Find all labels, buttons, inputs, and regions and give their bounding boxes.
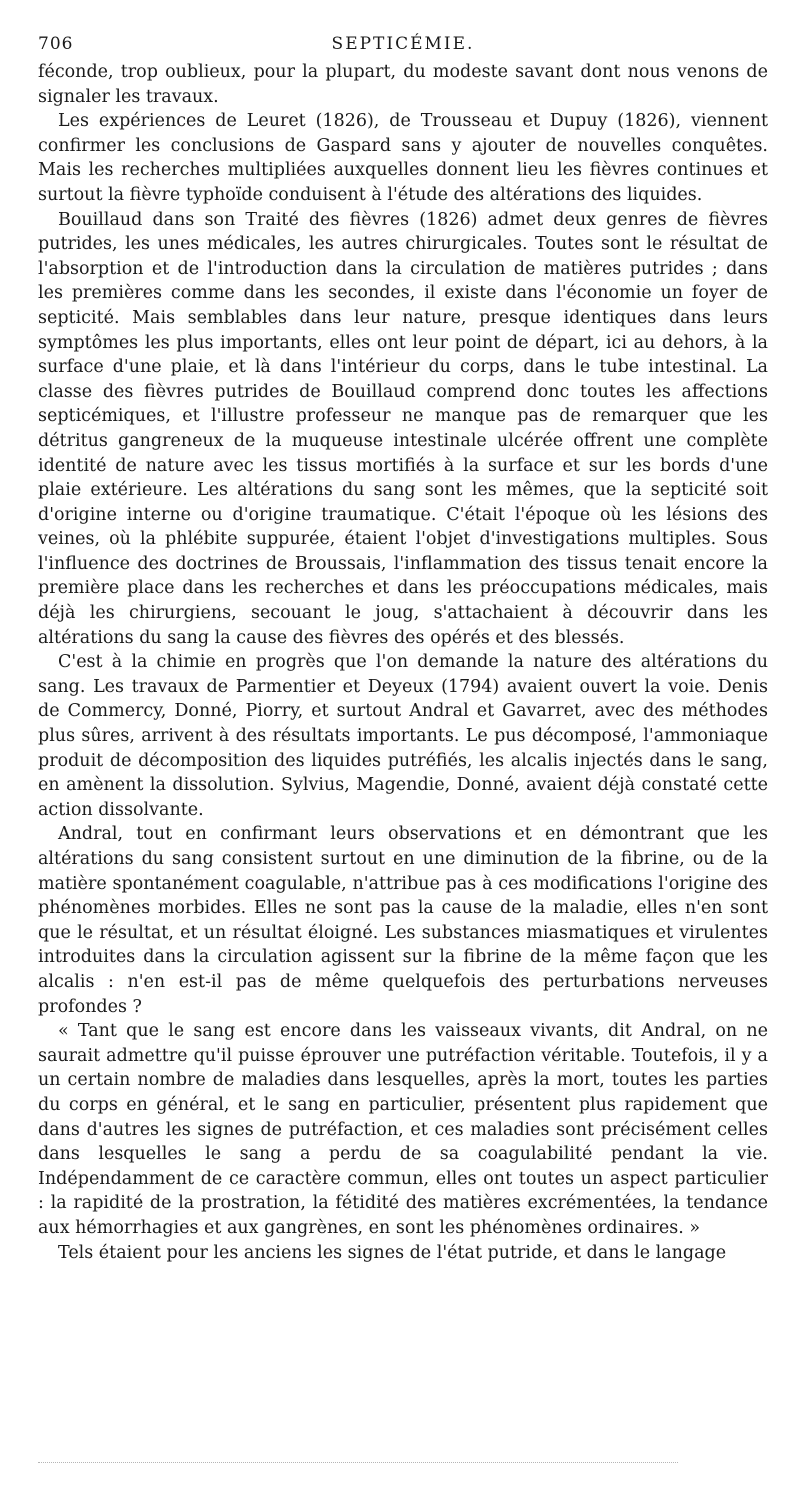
paragraph-continued: féconde, trop oublieux, pour la plupart, du modeste savant dont nous venons de signaler les travaux. [38, 62, 768, 107]
body-text [38, 60, 768, 1265]
running-head [38, 30, 768, 60]
paragraph-leuret-trousseau: Les expériences de Leuret (1826), de Trousseau et Dupuy (1826), viennent confirmer les conclusions de Gaspard sans y ajouter de nouvelles conquêtes. Mais les recherches multipliées auxquelles donnent lieu les fièvres continues et surtout la fièvre typhoïde conduisent à l'étude des altérations des liquides. [38, 111, 768, 205]
paragraph-andral: Andral, tout en confirmant leurs observations et en démontrant que les altérations du sang consistent surtout en une diminution de la fibrine, ou de la matière spontanément coagulable, n'attribue pas à ces modifications l'origine des phénomènes morbides. Elles ne sont pas la cause de la maladie, elles n'en sont que le résultat, et un résultat éloigné. Les substances miasmatiques et virulentes introduites dans la circulation agissent sur la fibrine de la même façon que les alcalis : n'en est-il pas de même quelquefois des perturbations nerveuses profondes ? [38, 824, 768, 1017]
paragraph-chimie: C'est à la chimie en progrès que l'on demande la nature des altérations du sang. Les travaux de Parmentier et Deyeux (1794) avaient ouvert la voie. Denis de Commercy, Donné, Piorry, et surtout Andral et Gavarret, avec des méthodes plus sûres, arrivent à des résultats importants. Le pus décomposé, l'ammoniaque produit de décomposition des liquides putréfiés, les alcalis injectés dans le sang, en amènent la dissolution. Sylvius, Magendie, Donné, avaient déjà constaté cette action dissolvante. [38, 652, 768, 820]
footer-rule [38, 1462, 678, 1463]
paragraph-bouillaud: Bouillaud dans son Traité des fièvres (1826) admet deux genres de fièvres putrides, les unes médicales, les autres chirurgicales. Toutes sont le résultat de l'absorption et de l'introduction dans la circulation de matières putrides ; dans les premières comme dans les secondes, il existe dans l'économie un foyer de septicité. Mais semblables dans leur nature, presque identiques dans leurs symptômes les plus importants, elles ont leur point de départ, ici au dehors, à la surface d'une plaie, et là dans l'intérieur du corps, dans le tube intestinal. La classe des fièvres putrides de Bouillaud comprend donc toutes les affections septicémiques, et l'illustre professeur ne manque pas de remarquer que les détritus gangreneux de la muqueuse intestinale ulcérée offrent une complète identité de nature avec les tissus mortifiés à la surface et sur les bords d'une plaie extérieure. Les altérations du sang sont les mêmes, que la septicité soit d'origine interne ou d'origine traumatique. C'était l'époque où les lésions des veines, où la phlébite suppurée, étaient l'objet d'investigations multiples. Sous l'influence des doctrines de Broussais, l'inflammation des tissus tenait encore la première place dans les recherches et dans les préoccupations médicales, mais déjà les chirurgiens, secouant le joug, s'attachaient à découvrir dans les altérations du sang la cause des fièvres des opérés et des blessés. [38, 209, 768, 648]
paragraph-final: Tels étaient pour les anciens les signes de l'état putride, et dans le langage [58, 1242, 727, 1263]
paragraph-andral-quote: « Tant que le sang est encore dans les vaisseaux vivants, dit Andral, on ne saurait admettre qu'il puisse éprouver une putréfaction véritable. Toutefois, il y a un certain nombre de maladies dans lesquelles, après la mort, toutes les parties du corps en général, et le sang en particulier, présentent plus rapidement que dans d'autres les signes de putréfaction, et ces maladies sont précisément celles dans lesquelles le sang a perdu de sa coagulabilité pendant la vie. Indépendamment de ce caractère commun, elles ont toutes un aspect particulier : la rapidité de la prostration, la fétidité des matières excrémentées, la tendance aux hémorrhagies et aux gangrènes, en sont les phénomènes ordinaires. » [38, 1021, 768, 1238]
document-page [38, 30, 768, 1265]
header-title: SEPTICÉMIE. [331, 34, 475, 54]
page-number: 706 [38, 34, 74, 54]
